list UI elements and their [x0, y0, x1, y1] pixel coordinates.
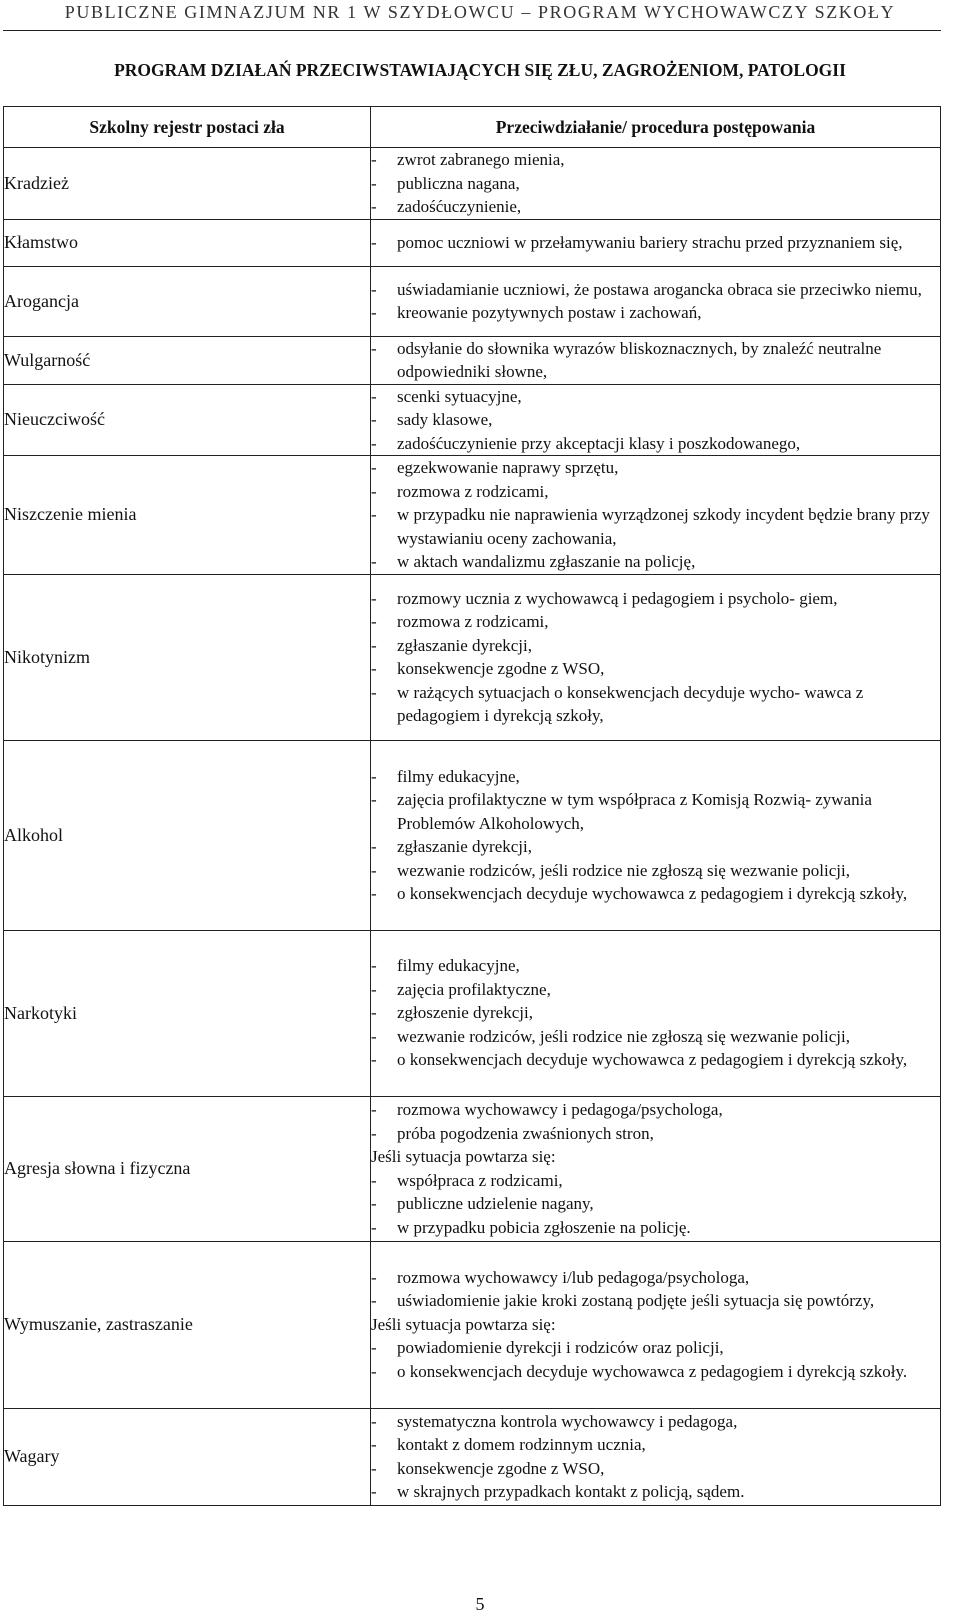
- list-item-text: publiczna nagana,: [397, 173, 520, 193]
- list-item-text: odsyłanie do słownika wyrazów bliskoznacznych, by znaleźć neutralne odpowiedniki słowne,: [397, 338, 882, 381]
- table-row: [4, 1241, 941, 1408]
- list-item: [371, 859, 940, 883]
- offence-cell: Niszczenie mienia: [4, 456, 371, 575]
- registry-table: [3, 106, 941, 1506]
- offence-cell: Wulgarność: [4, 336, 371, 384]
- list-item-text: zgłaszanie dyrekcji,: [397, 837, 532, 856]
- subheading-text: Jeśli sytuacja powtarza się:: [371, 1314, 556, 1334]
- procedure-cell: [371, 456, 941, 575]
- list-dash: -: [371, 979, 377, 999]
- header-rule: [3, 30, 941, 31]
- list-item-text: konsekwencje zgodne z WSO,: [397, 1458, 605, 1478]
- offence-cell: Agresja słowna i fizyczna: [4, 1096, 371, 1241]
- list-item: [371, 385, 940, 409]
- procedure-cell: [371, 266, 941, 336]
- list-item-text: uświadomienie jakie kroki zostaną podjęte jeśli sytuacja się powtórzy,: [397, 1291, 875, 1311]
- list-item: [371, 456, 940, 480]
- table-row: [4, 1408, 941, 1505]
- offence-cell: Nieuczciwość: [4, 384, 371, 456]
- list-item: [371, 765, 940, 789]
- list-item: [371, 1480, 940, 1504]
- list-dash: -: [371, 1267, 377, 1287]
- list-item: [371, 657, 940, 681]
- list-item: [371, 1410, 940, 1434]
- list-item-text: zadośćuczynienie,: [397, 197, 522, 216]
- list-item-text: o konsekwencjach decyduje wychowawca z pedagogiem i dyrekcją szkoły.: [397, 1361, 908, 1381]
- list-item-text: w przypadku pobicia zgłoszenie na policję.: [397, 1217, 691, 1237]
- list-item: [371, 1001, 940, 1025]
- list-item: [371, 1433, 940, 1457]
- list-dash: -: [371, 150, 377, 169]
- list-dash: -: [371, 1361, 377, 1381]
- offence-cell: Kłamstwo: [4, 219, 371, 266]
- list-item-text: sady klasowe,: [397, 410, 493, 429]
- list-dash: -: [371, 1194, 377, 1213]
- list-item-text: zgłoszenie dyrekcji,: [397, 1003, 533, 1023]
- list-item: [371, 1098, 940, 1122]
- table-row: [4, 336, 941, 384]
- list-item: [371, 634, 940, 658]
- list-item: [371, 172, 940, 196]
- table-row: [4, 148, 941, 220]
- list-item: [371, 954, 940, 978]
- list-item: [371, 882, 940, 906]
- list-dash: -: [371, 552, 377, 571]
- procedure-cell: [371, 1096, 941, 1241]
- procedure-cell: [371, 930, 941, 1096]
- list-item-text: egzekwowanie naprawy sprzętu,: [397, 458, 619, 477]
- list-dash: -: [371, 956, 377, 976]
- list-item: [371, 610, 940, 634]
- list-item-text: rozmowy ucznia z wychowawcą i pedagogiem i psycholo- giem,: [397, 588, 838, 608]
- list-item: [371, 503, 940, 550]
- list-item: [371, 408, 940, 432]
- list-item-text: zadośćuczynienie przy akceptacji klasy i poszkodowanego,: [397, 433, 801, 453]
- list-item: [371, 195, 940, 219]
- list-dash: -: [371, 1411, 377, 1431]
- list-dash: -: [371, 884, 377, 903]
- table-row: [4, 574, 941, 740]
- list-dash: -: [371, 410, 377, 429]
- list-item: [371, 480, 940, 504]
- procedure-cell: [371, 384, 941, 456]
- list-dash: -: [371, 837, 377, 856]
- list-item: [371, 337, 940, 384]
- list-dash: -: [371, 1003, 377, 1023]
- list-dash: -: [371, 279, 377, 299]
- list-dash: -: [371, 659, 377, 678]
- list-item: [371, 1216, 940, 1240]
- list-dash: -: [371, 1170, 377, 1190]
- list-item: [371, 1360, 940, 1384]
- table-row: [4, 930, 941, 1096]
- list-dash: -: [371, 860, 377, 880]
- table-row: [4, 219, 941, 266]
- list-item: [371, 301, 940, 325]
- list-dash: -: [371, 386, 377, 406]
- list-item-text: wezwanie rodziców, jeśli rodzice nie zgłoszą się wezwanie policji,: [397, 1026, 850, 1046]
- list-item-text: w przypadku nie naprawienia wyrządzonej szkody incydent będzie brany przy wystawianiu oceny zachowania,: [397, 505, 930, 548]
- list-item-text: o konsekwencjach decyduje wychowawca z pedagogiem i dyrekcją szkoły,: [397, 884, 908, 903]
- list-item-text: konsekwencje zgodne z WSO,: [397, 659, 605, 678]
- table-row: [4, 1096, 941, 1241]
- list-item: [371, 788, 940, 835]
- table-row: [4, 740, 941, 930]
- list-item: [371, 587, 940, 611]
- list-item: [371, 1048, 940, 1072]
- list-item: [371, 1122, 940, 1146]
- list-dash: -: [371, 303, 377, 322]
- table-row: [4, 456, 941, 575]
- table-row: [4, 384, 941, 456]
- list-item: [371, 1169, 940, 1193]
- list-item: [371, 681, 940, 728]
- list-item-text: w aktach wandalizmu zgłaszanie na policję,: [397, 552, 696, 571]
- list-dash: -: [371, 635, 377, 655]
- procedure-cell: [371, 1408, 941, 1505]
- list-dash: -: [371, 338, 377, 358]
- list-dash: -: [371, 1458, 377, 1478]
- list-dash: -: [371, 232, 377, 252]
- offence-cell: Kradzież: [4, 148, 371, 220]
- list-item-text: o konsekwencjach decyduje wychowawca z pedagogiem i dyrekcją szkoły,: [397, 1050, 908, 1070]
- page-number: 5: [475, 1594, 485, 1614]
- list-item-text: scenki sytuacyjne,: [397, 386, 522, 406]
- table-body: [4, 148, 941, 1506]
- list-item-text: rozmowa wychowawcy i pedagoga/psychologa,: [397, 1100, 723, 1119]
- list-item: [371, 1192, 940, 1216]
- offence-cell: Narkotyki: [4, 930, 371, 1096]
- list-dash: -: [371, 766, 377, 786]
- offence-cell: Arogancja: [4, 266, 371, 336]
- list-item-text: rozmowa z rodzicami,: [397, 612, 549, 631]
- list-item: [371, 1336, 940, 1360]
- list-dash: -: [371, 588, 377, 608]
- procedure-cell: [371, 148, 941, 220]
- list-item: [371, 1266, 940, 1290]
- list-item-text: wezwanie rodziców, jeśli rodzice nie zgłoszą się wezwanie policji,: [397, 860, 850, 880]
- list-item-text: kontakt z domem rodzinnym ucznia,: [397, 1435, 646, 1454]
- table-row: [4, 266, 941, 336]
- offence-cell: Alkohol: [4, 740, 371, 930]
- list-dash: -: [371, 458, 377, 477]
- list-item-text: powiadomienie dyrekcji i rodziców oraz policji,: [397, 1338, 724, 1358]
- list-item-text: współpraca z rodzicami,: [397, 1170, 563, 1190]
- list-dash: -: [371, 1217, 377, 1237]
- column-header-offence: Szkolny rejestr postaci zła: [4, 107, 371, 148]
- list-dash: -: [371, 1100, 377, 1119]
- list-item-text: zajęcia profilaktyczne,: [397, 979, 551, 999]
- list-item-text: zgłaszanie dyrekcji,: [397, 635, 532, 655]
- list-item-text: rozmowa z rodzicami,: [397, 481, 549, 501]
- list-item: [371, 978, 940, 1002]
- list-item-text: zajęcia profilaktyczne w tym współpraca z Komisją Rozwią- zywania Problemów Alkoholowych,: [397, 790, 872, 833]
- list-item-text: w rażących sytuacjach o konsekwencjach decyduje wycho- wawca z pedagogiem i dyrekcją szkoły,: [397, 682, 864, 725]
- list-dash: -: [371, 1026, 377, 1046]
- offence-cell: Nikotynizm: [4, 574, 371, 740]
- list-dash: -: [371, 197, 377, 216]
- list-dash: -: [371, 682, 377, 702]
- list-item: [371, 835, 940, 859]
- column-header-procedure: Przeciwdziałanie/ procedura postępowania: [371, 107, 941, 148]
- list-item-text: filmy edukacyjne,: [397, 766, 520, 786]
- list-item: [371, 148, 940, 172]
- list-item: [371, 432, 940, 456]
- subheading-text: Jeśli sytuacja powtarza się:: [371, 1147, 556, 1166]
- list-dash: -: [371, 433, 377, 453]
- list-dash: -: [371, 173, 377, 193]
- list-dash: -: [371, 1435, 377, 1454]
- list-item-text: pomoc uczniowi w przełamywaniu bariery strachu przed przyznaniem się,: [397, 232, 903, 252]
- list-item-text: w skrajnych przypadkach kontakt z policją, sądem.: [397, 1482, 745, 1501]
- list-dash: -: [371, 1482, 377, 1501]
- document-title: PROGRAM DZIAŁAŃ PRZECIWSTAWIAJĄCYCH SIĘ ZŁU, ZAGROŻENIOM, PATOLOGII: [114, 60, 846, 80]
- list-dash: -: [371, 481, 377, 501]
- list-item: [371, 278, 940, 302]
- list-dash: -: [371, 790, 377, 809]
- procedure-cell: [371, 336, 941, 384]
- list-dash: -: [371, 1291, 377, 1311]
- list-item: [371, 1457, 940, 1481]
- list-item-text: rozmowa wychowawcy i/lub pedagoga/psychologa,: [397, 1267, 750, 1287]
- list-dash: -: [371, 612, 377, 631]
- list-dash: -: [371, 505, 377, 524]
- list-item-text: zwrot zabranego mienia,: [397, 150, 565, 169]
- list-item: [371, 1025, 940, 1049]
- offence-cell: Wymuszanie, zastraszanie: [4, 1241, 371, 1408]
- list-dash: -: [371, 1338, 377, 1358]
- running-header: PUBLICZNE GIMNAZJUM NR 1 W SZYDŁOWCU – PROGRAM WYCHOWAWCZY SZKOŁY: [64, 2, 896, 22]
- list-dash: -: [371, 1050, 377, 1070]
- table-header-row: [4, 107, 941, 148]
- list-item: [371, 550, 940, 574]
- list-item: [371, 1289, 940, 1313]
- offence-cell: Wagary: [4, 1408, 371, 1505]
- list-item-text: systematyczna kontrola wychowawcy i pedagoga,: [397, 1411, 738, 1431]
- procedure-cell: [371, 1241, 941, 1408]
- list-dash: -: [371, 1123, 377, 1143]
- procedure-cell: [371, 740, 941, 930]
- procedure-cell: [371, 574, 941, 740]
- list-item-text: filmy edukacyjne,: [397, 956, 520, 976]
- list-item-text: uświadamianie uczniowi, że postawa arogancka obraca sie przeciwko niemu,: [397, 279, 922, 299]
- list-item-text: kreowanie pozytywnych postaw i zachowań,: [397, 303, 702, 322]
- list-item-text: próba pogodzenia zwaśnionych stron,: [397, 1123, 654, 1143]
- procedure-cell: [371, 219, 941, 266]
- list-item: [371, 231, 940, 255]
- list-item-text: publiczne udzielenie nagany,: [397, 1194, 594, 1213]
